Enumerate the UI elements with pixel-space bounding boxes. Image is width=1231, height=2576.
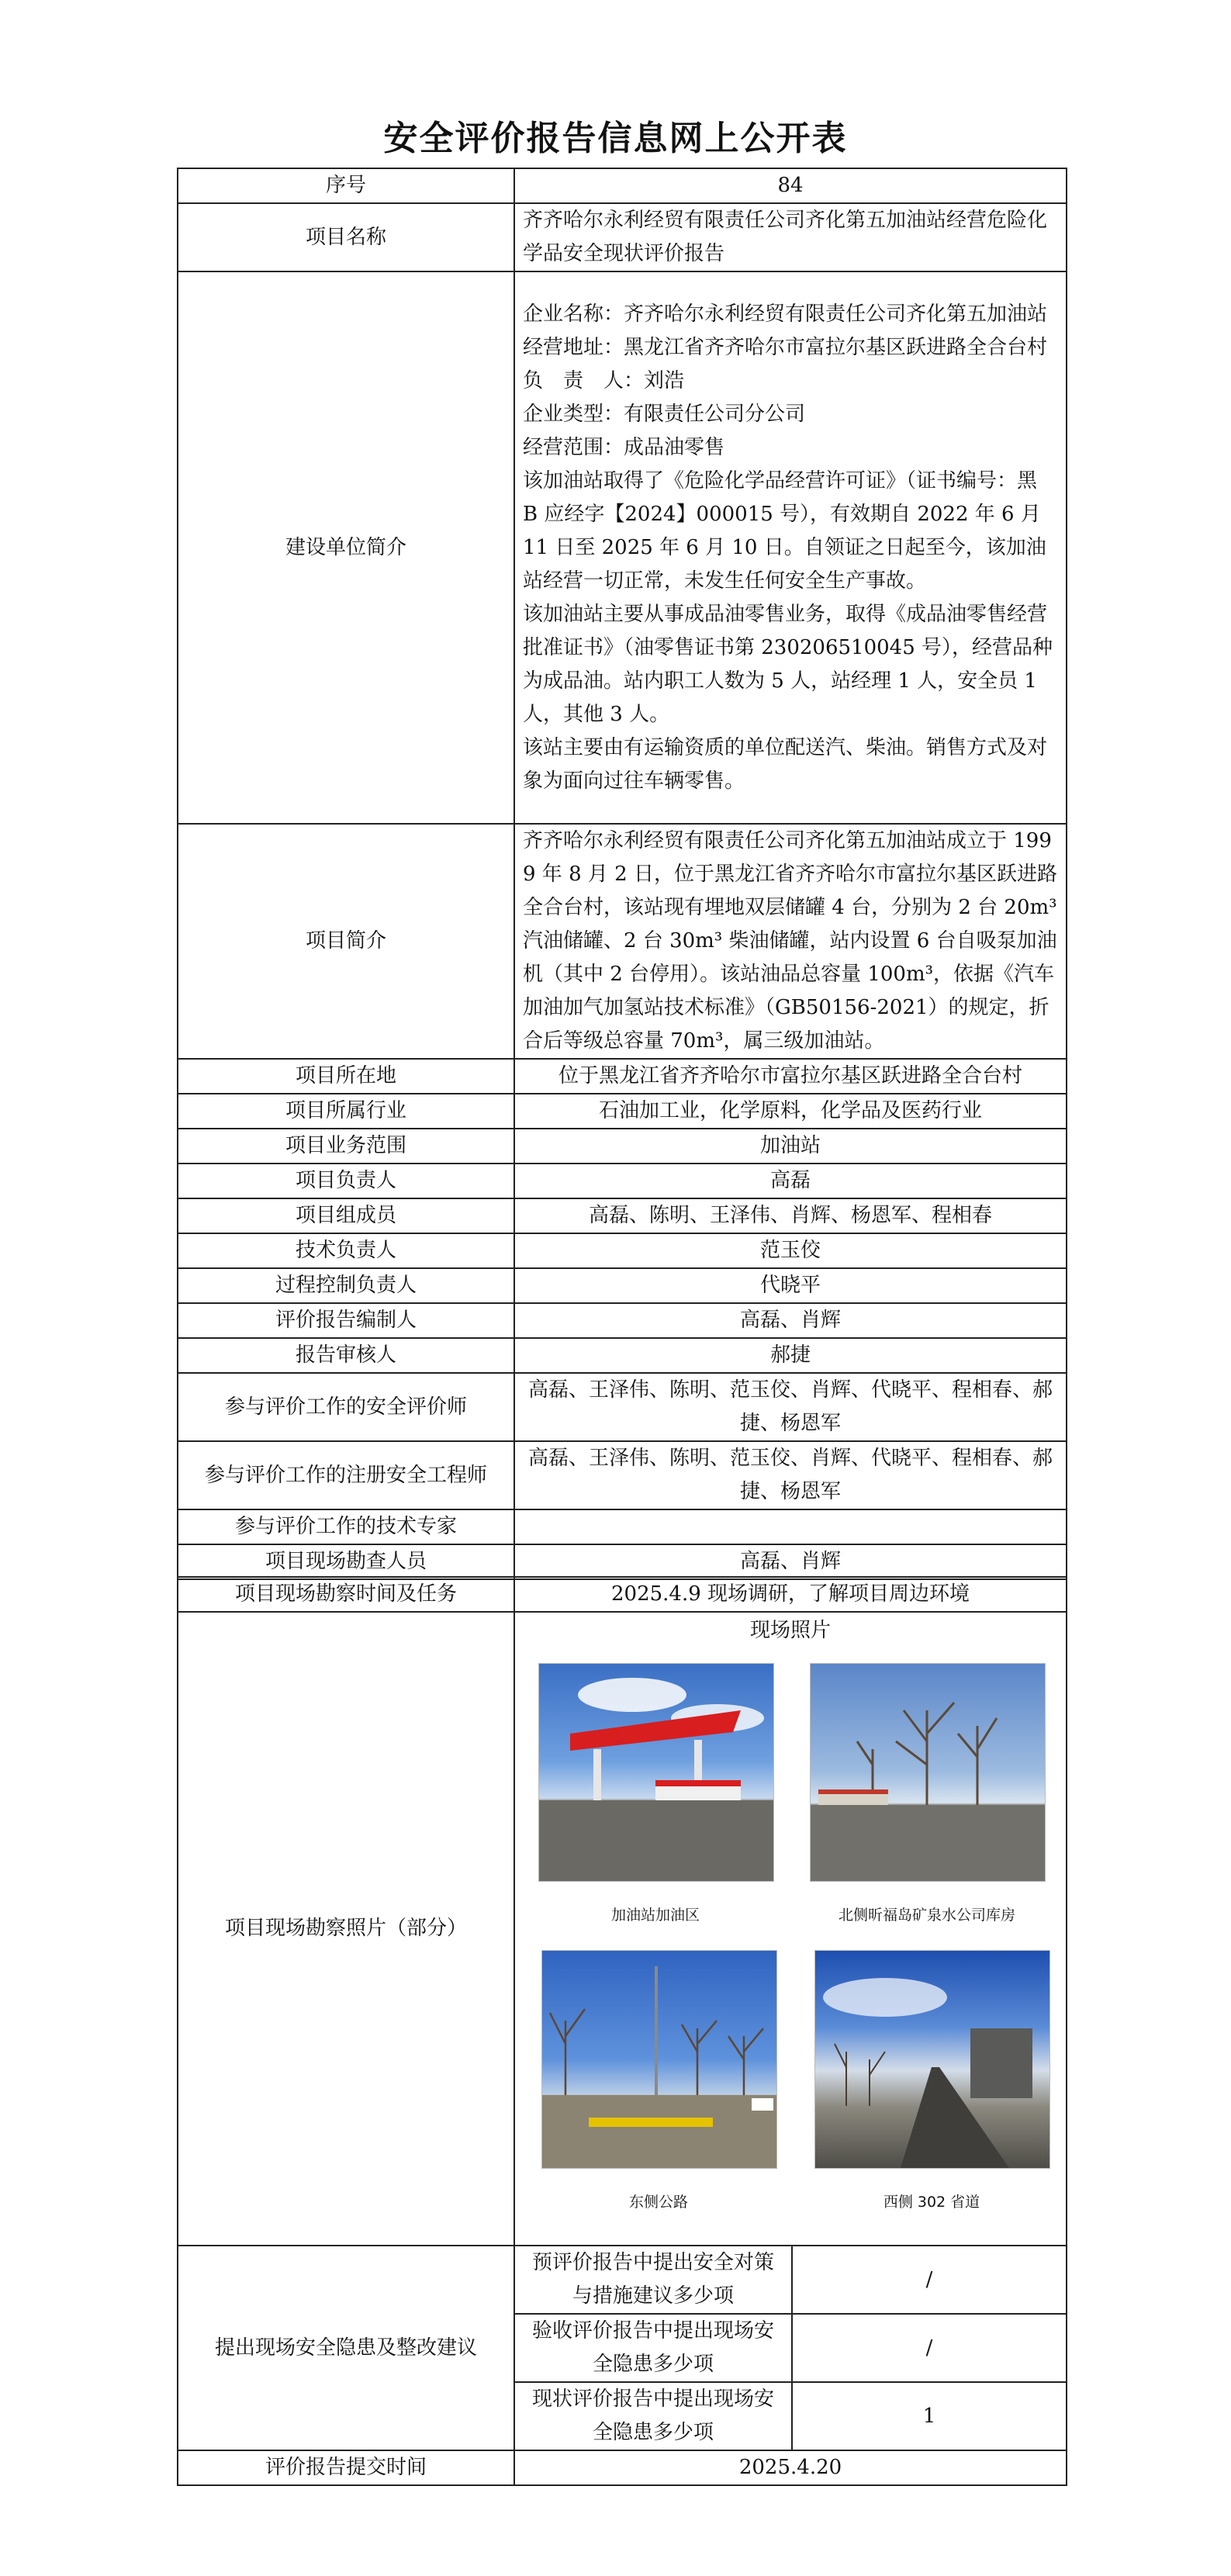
safety-evaluators-value: 高磊、王泽伟、陈明、范玉佼、肖辉、代晓平、程相春、郝捷、杨恩军 <box>514 1373 1067 1441</box>
unit-intro-paragraph: 经营地址：黑龙江省齐齐哈尔市富拉尔基区跃进路全合台村 <box>523 335 1048 359</box>
registered-engineers-label: 参与评价工作的注册安全工程师 <box>178 1441 514 1509</box>
photo-caption: 北侧昕福岛矿泉水公司库房 <box>838 1907 1015 1924</box>
disclosure-table <box>177 168 1067 1580</box>
tech-experts-label: 参与评价工作的技术专家 <box>178 1509 514 1544</box>
hazards-label: 提出现场安全隐患及整改建议 <box>178 2246 514 2450</box>
table-row <box>178 1544 1067 1579</box>
business-scope-value: 加油站 <box>514 1129 1067 1164</box>
registered-engineers-value: 高磊、王泽伟、陈明、范玉佼、肖辉、代晓平、程相春、郝捷、杨恩军 <box>514 1441 1067 1509</box>
table-row <box>178 1338 1067 1373</box>
project-name-value: 齐齐哈尔永利经贸有限责任公司齐化第五加油站经营危险化学品安全现状评价报告 <box>514 203 1067 271</box>
photos-title: 现场照片 <box>750 1619 832 1642</box>
status-hazards-value: 1 <box>792 2382 1067 2450</box>
table-row <box>178 1129 1067 1164</box>
project-intro-label: 项目简介 <box>178 824 514 1059</box>
table-row <box>178 1198 1067 1233</box>
seq-value: 84 <box>514 168 1067 203</box>
table-row <box>178 1577 1067 1612</box>
table-row <box>178 1373 1067 1441</box>
team-members-label: 项目组成员 <box>178 1198 514 1233</box>
table-row <box>178 168 1067 203</box>
unit-intro-paragraph: 经营范围：成品油零售 <box>523 435 725 459</box>
industry-value: 石油加工业，化学原料，化学品及医药行业 <box>514 1094 1067 1129</box>
gas-station-photo <box>538 1663 774 1882</box>
report-reviewer-value: 郝捷 <box>514 1338 1067 1373</box>
acceptance-hazards-value: / <box>792 2314 1067 2382</box>
photo-grid <box>515 1648 1066 2211</box>
warehouse-photo <box>810 1663 1046 1882</box>
safety-evaluators-label: 参与评价工作的安全评价师 <box>178 1373 514 1441</box>
survey-time-label: 项目现场勘察时间及任务 <box>178 1577 514 1612</box>
photo-caption: 西侧 302 省道 <box>883 2194 980 2211</box>
photo-card <box>541 1950 776 2219</box>
photo-card <box>814 1950 1049 2219</box>
unit-intro-paragraph: 企业名称：齐齐哈尔永利经贸有限责任公司齐化第五加油站 <box>523 302 1048 326</box>
industry-label: 项目所属行业 <box>178 1094 514 1129</box>
survey-table <box>177 1576 1067 2486</box>
site-surveyors-value: 高磊、肖辉 <box>514 1544 1067 1579</box>
location-label: 项目所在地 <box>178 1059 514 1094</box>
table-row <box>178 1094 1067 1129</box>
table-row <box>178 1441 1067 1509</box>
photos-cell <box>514 1612 1067 2246</box>
tech-experts-value <box>514 1509 1067 1544</box>
table-row <box>178 1233 1067 1268</box>
table-row <box>178 1164 1067 1198</box>
report-author-label: 评价报告编制人 <box>178 1303 514 1338</box>
table-row <box>178 1303 1067 1338</box>
project-leader-value: 高磊 <box>514 1164 1067 1198</box>
report-author-value: 高磊、肖辉 <box>514 1303 1067 1338</box>
unit-intro-paragraph: 该加油站主要从事成品油零售业务，取得《成品油零售经营批准证书》（油零售证书第 230206510045 号），经营品种为成品油。站内职工人数为 5 人，站经理 1 人，安全员 1 人，其他 3 人。 <box>523 602 1053 726</box>
pre-eval-measures-label: 预评价报告中提出安全对策与措施建议多少项 <box>514 2246 792 2314</box>
gas-station-canopy-icon <box>539 1664 773 1881</box>
west-highway-photo <box>814 1950 1050 2169</box>
tech-leader-value: 范玉佼 <box>514 1233 1067 1268</box>
table-row <box>178 2450 1067 2485</box>
unit-intro-value <box>514 271 1067 824</box>
unit-intro-paragraph: 该站主要由有运输资质的单位配送汽、柴油。销售方式及对象为面向过往车辆零售。 <box>523 735 1048 793</box>
process-control-label: 过程控制负责人 <box>178 1268 514 1303</box>
pre-eval-measures-value: / <box>792 2246 1067 2314</box>
table-row <box>178 271 1067 824</box>
table-row <box>178 1268 1067 1303</box>
page-title: 安全评价报告信息网上公开表 <box>383 119 848 158</box>
tech-leader-label: 技术负责人 <box>178 1233 514 1268</box>
photo-caption: 加油站加油区 <box>610 1907 700 1924</box>
location-value: 位于黑龙江省齐齐哈尔市富拉尔基区跃进路全合台村 <box>514 1059 1067 1094</box>
table-row <box>178 1509 1067 1544</box>
business-scope-label: 项目业务范围 <box>178 1129 514 1164</box>
table-row <box>178 824 1067 1059</box>
project-name-label: 项目名称 <box>178 203 514 271</box>
acceptance-hazards-label: 验收评价报告中提出现场安全隐患多少项 <box>514 2314 792 2382</box>
process-control-value: 代晓平 <box>514 1268 1067 1303</box>
project-leader-label: 项目负责人 <box>178 1164 514 1198</box>
table-row <box>178 2246 1067 2314</box>
submit-time-value: 2025.4.20 <box>514 2450 1067 2485</box>
unit-intro-paragraph: 该加油站取得了《危险化学品经营许可证》（证书编号：黑 B 应经字【2024】000015 号），有效期自 2022 年 6 月 11 日至 2025 年 6 月 10 日。自领证之日起至今，该加油站经营一切正常，未发生任何安全生产事故。 <box>523 469 1046 593</box>
unit-intro-paragraph: 负 责 人：刘浩 <box>523 368 685 392</box>
team-members-value: 高磊、陈明、王泽伟、肖辉、杨恩军、程相春 <box>514 1198 1067 1233</box>
site-surveyors-label: 项目现场勘查人员 <box>178 1544 514 1579</box>
photo-card <box>810 1663 1044 1932</box>
submit-time-label: 评价报告提交时间 <box>178 2450 514 2485</box>
project-intro-value: 齐齐哈尔永利经贸有限责任公司齐化第五加油站成立于 1999 年 8 月 2 日，位于黑龙江省齐齐哈尔市富拉尔基区跃进路全合台村，该站现有埋地双层储罐 4 台，分别为 2 台 20m³ 汽油储罐、2 台 30m³ 柴油储罐，站内设置 6 台自吸泵加油机（其中 2 台停用）。该站油品总容量 100m³，依据《汽车加油加气加氢站技术标准》（GB50156-2021）的规定，折合后等级总容量 70m³，属三级加油站。 <box>514 824 1067 1059</box>
trees-buildings-icon <box>811 1664 1045 1881</box>
photos-label: 项目现场勘察照片（部分） <box>178 1612 514 2246</box>
seq-label: 序号 <box>178 168 514 203</box>
report-reviewer-label: 报告审核人 <box>178 1338 514 1373</box>
photo-caption: 东侧公路 <box>628 2194 688 2211</box>
unit-intro-paragraph: 企业类型：有限责任公司分公司 <box>523 402 806 426</box>
status-hazards-label: 现状评价报告中提出现场安全隐患多少项 <box>514 2382 792 2450</box>
survey-time-value: 2025.4.9 现场调研，了解项目周边环境 <box>514 1577 1067 1612</box>
table-row <box>178 1612 1067 2246</box>
photo-card <box>538 1663 773 1932</box>
highway-icon <box>815 1951 1049 2168</box>
unit-intro-label: 建设单位简介 <box>178 271 514 824</box>
road-trees-icon <box>542 1951 776 2168</box>
table-row <box>178 1059 1067 1094</box>
east-road-photo <box>541 1950 777 2169</box>
table-row <box>178 203 1067 271</box>
